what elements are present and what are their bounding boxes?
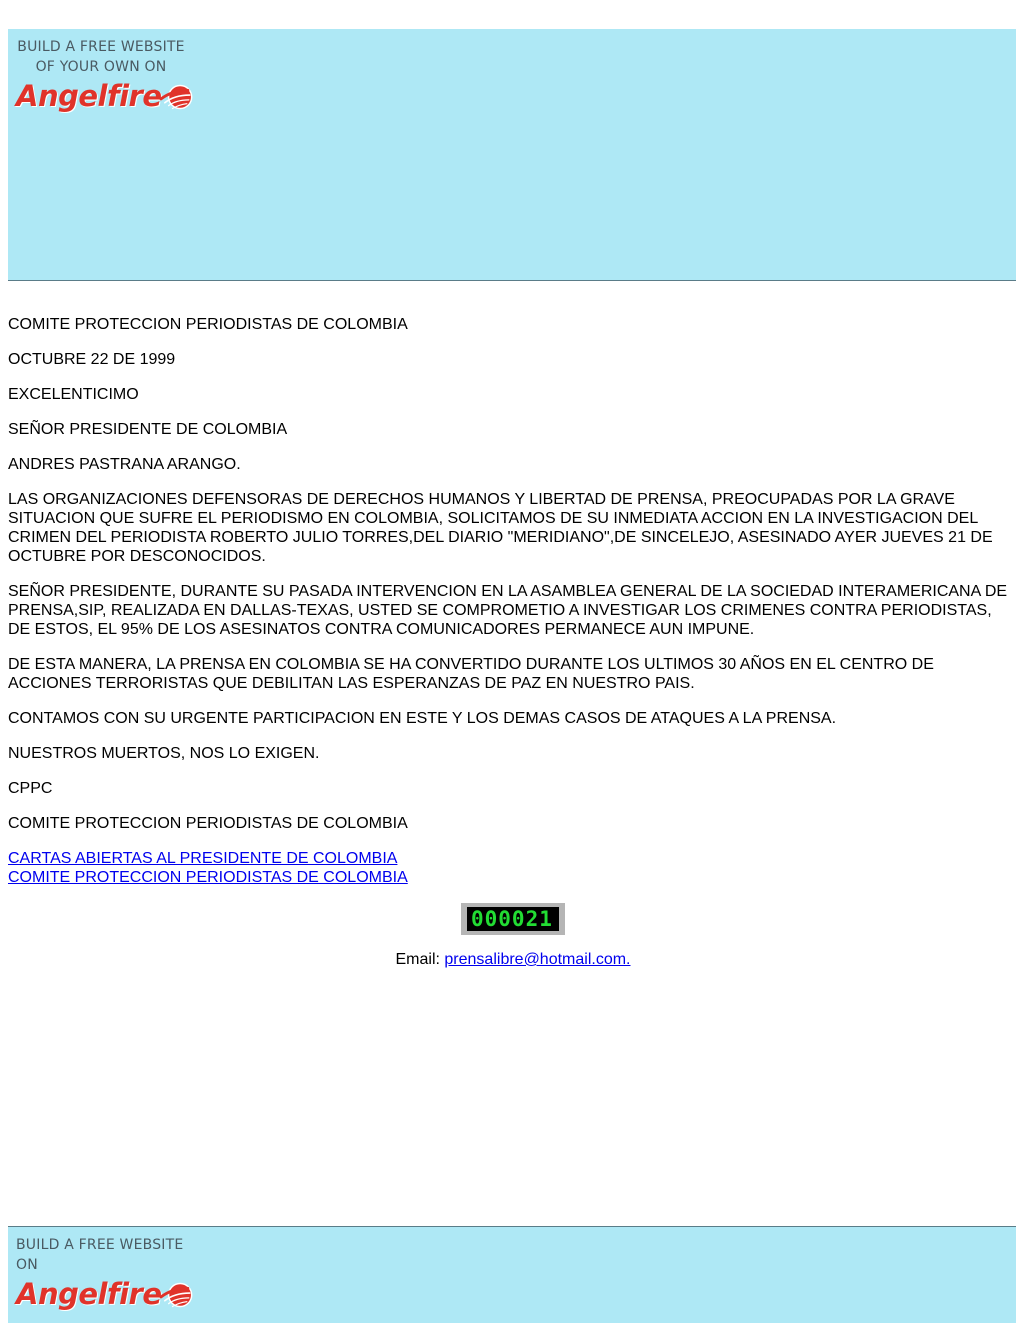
brand-wordmark: Angelfire	[16, 1277, 162, 1311]
related-links	[8, 849, 1018, 887]
hit-counter-wrap	[8, 903, 1018, 936]
letter-salutation: EXCELENTICIMO	[8, 386, 139, 403]
promo-text-line-1: BUILD A FREE WEBSITE	[17, 39, 185, 55]
letter-paragraph: LAS ORGANIZACIONES DEFENSORAS DE DERECHOS HUMANOS Y LIBERTAD DE PRENSA, PREOCUPADAS POR LA GRAVE SITUACION QUE SUFRE EL PERIODISMO EN COLOMBIA, SOLICITAMOS DE SU INMEDIATA ACCION EN LA INVESTIGACION DEL CRIMEN DEL PERIODISTA ROBERTO JULIO TORRES,DEL DIARIO "MERIDIANO",DE SINCELEJO, ASESINADO AYER JUEVES 21 DE OCTUBRE POR DESCONOCIDOS.	[8, 491, 993, 565]
letter-content	[8, 315, 1018, 969]
signature-abbr: CPPC	[8, 780, 53, 797]
promo-text-line-2: OF YOUR OWN ON	[35, 59, 167, 75]
flame-icon	[159, 1280, 196, 1310]
letter-paragraph: SEÑOR PRESIDENTE, DURANTE SU PASADA INTERVENCION EN LA ASAMBLEA GENERAL DE LA SOCIEDAD INTERAMERICANA DE PRENSA,SIP, REALIZADA EN DALLAS-TEXAS, USTED SE COMPROMETIO A INVESTIGAR LOS CRIMENES CONTRA PERIODISTAS, DE ESTOS, EL 95% DE LOS ASESINATOS CONTRA COMUNICADORES PERMANECE AUN IMPUNE.	[8, 583, 1008, 638]
promo-text-line: BUILD A FREE WEBSITE ON	[16, 1237, 184, 1273]
letter-date: OCTUBRE 22 DE 1999	[8, 351, 176, 368]
signature-org: COMITE PROTECCION PERIODISTAS DE COLOMBIA	[8, 815, 408, 832]
angelfire-logo-bottom[interactable]	[16, 1277, 196, 1311]
angelfire-logo[interactable]	[16, 79, 196, 113]
top-ad-banner[interactable]	[8, 29, 1016, 281]
contact-line	[8, 950, 1018, 969]
flame-icon	[159, 82, 196, 112]
bottom-ad-banner[interactable]	[8, 1226, 1016, 1323]
email-link[interactable]: prensalibre@hotmail.com.	[444, 951, 631, 968]
letter-recipient-name: ANDRES PASTRANA ARANGO.	[8, 456, 241, 473]
letter-paragraph: CONTAMOS CON SU URGENTE PARTICIPACION EN ESTE Y LOS DEMAS CASOS DE ATAQUES A LA PRENSA.	[8, 710, 837, 727]
angelfire-promo-bottom[interactable]	[16, 1235, 196, 1311]
brand-wordmark: Angelfire	[16, 79, 162, 113]
open-letters-link[interactable]: CARTAS ABIERTAS AL PRESIDENTE DE COLOMBIA	[8, 850, 398, 867]
email-label: Email:	[395, 951, 440, 968]
letter-paragraph: DE ESTA MANERA, LA PRENSA EN COLOMBIA SE HA CONVERTIDO DURANTE LOS ULTIMOS 30 AÑOS EN EL CENTRO DE ACCIONES TERRORISTAS QUE DEBILITAN LAS ESPERANZAS DE PAZ EN NUESTRO PAIS.	[8, 656, 934, 692]
letter-paragraph: NUESTROS MUERTOS, NOS LO EXIGEN.	[8, 745, 320, 762]
hit-counter	[461, 903, 565, 935]
letter-recipient-title: SEÑOR PRESIDENTE DE COLOMBIA	[8, 421, 288, 438]
letter-org: COMITE PROTECCION PERIODISTAS DE COLOMBIA	[8, 316, 408, 333]
hit-counter-digits: 000021	[467, 907, 559, 931]
angelfire-promo[interactable]	[16, 37, 196, 113]
committee-link[interactable]: COMITE PROTECCION PERIODISTAS DE COLOMBIA	[8, 869, 408, 886]
